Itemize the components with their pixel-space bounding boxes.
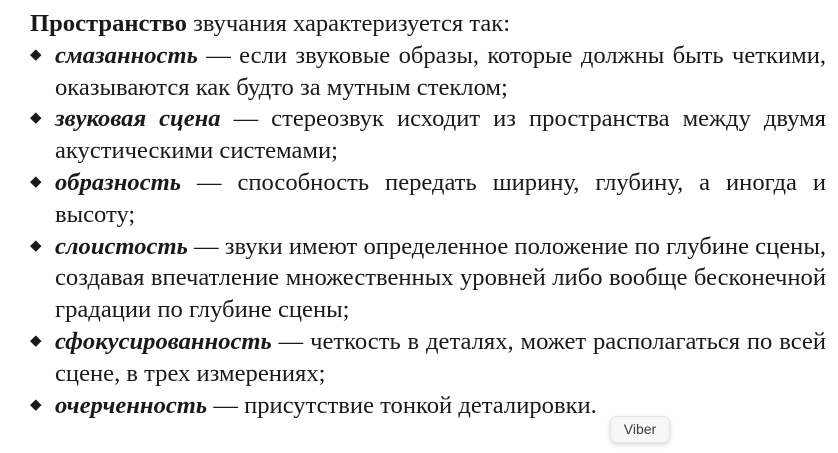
term-description: — способность передать ширину, глубину, а иногда и высоту; [55,168,826,228]
list-item-sloistost [30,231,826,326]
list-item-zvukovaya-scena [30,103,826,167]
term-description: — звуки имеют определенное положение по глубине сцены, создавая впечатление множественных уровней либо вообще бесконечной градации по глубине сцены; [55,232,826,324]
intro-text: звучания характеризуется так: [186,10,511,37]
term-description: — присутствие тонкой деталировки. [207,391,597,419]
terms-list [30,40,826,422]
intro-paragraph [30,8,826,40]
diamond-bullet-icon: ◆ [30,237,42,254]
term-description: — четкость в деталях, может располагаться по всей сцене, в трех измерениях; [55,327,826,387]
term-description: — если звуковые образы, которые должны быть четкими, оказываются как будто за мутным стеклом; [55,41,826,101]
diamond-bullet-icon: ◆ [30,46,42,63]
term-name: очерченность [55,391,208,419]
diamond-bullet-icon: ◆ [30,396,42,413]
term-name: сфокусированность [55,327,272,355]
term-description: — стереозвук исходит из пространства между двумя акустическими системами; [55,105,826,165]
list-item-obraznost [30,167,826,231]
diamond-bullet-icon: ◆ [30,173,42,190]
list-item-sfokusirovannost [30,326,826,390]
viber-tooltip: Viber [610,416,670,443]
term-name: звуковая сцена [55,105,221,133]
document-body [30,8,826,421]
term-name: образность [55,168,181,196]
intro-bold-word: Пространство [30,10,187,37]
term-name: слоистость [55,232,188,260]
list-item-smazannost [30,40,826,104]
diamond-bullet-icon: ◆ [30,110,42,127]
term-name: смазанность [55,41,198,69]
diamond-bullet-icon: ◆ [30,332,42,349]
list-item-ocherchennost [30,390,826,422]
